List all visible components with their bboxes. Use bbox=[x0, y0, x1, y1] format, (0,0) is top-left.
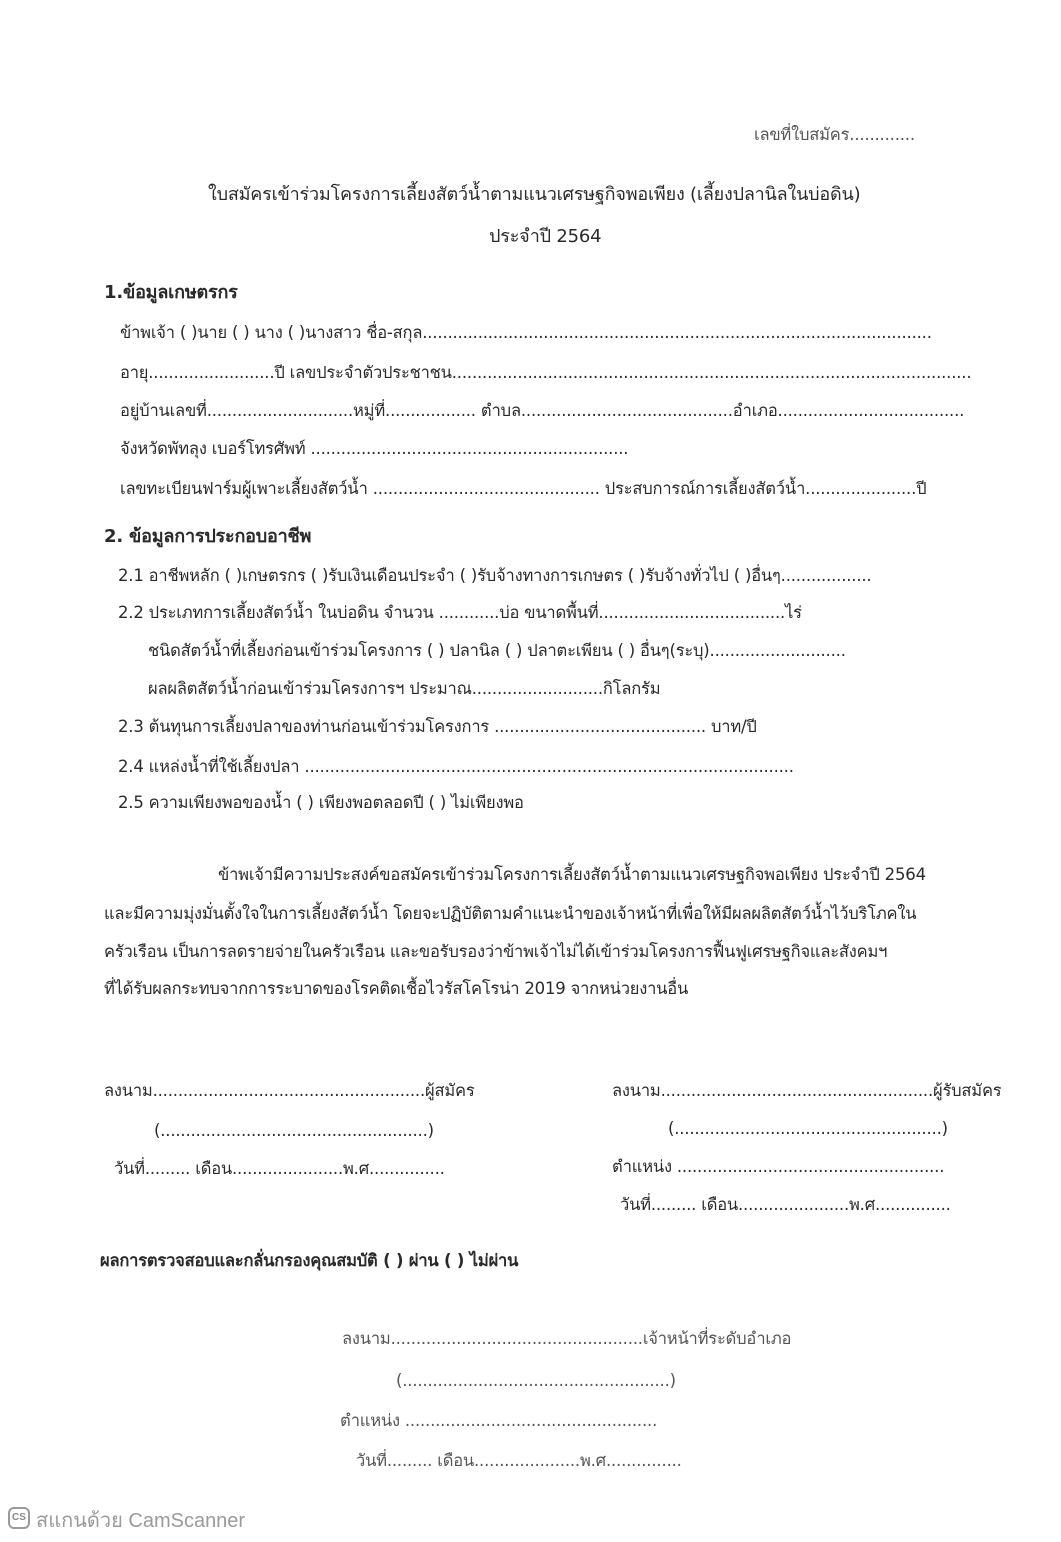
camscanner-watermark: สแกนด้วย CamScanner bbox=[36, 1510, 246, 1532]
applicant-date: วันที่......... เดือน......................พ.ศ............... bbox=[114, 1159, 445, 1178]
application-number: เลขที่ใบสมัคร............. bbox=[754, 125, 915, 144]
farmer-name-line: ข้าพเจ้า ( )นาย ( ) นาง ( )นางสาว ชื่อ-สกุล..................................................................................................... bbox=[120, 323, 932, 342]
receiver-printed-name: (.....................................................) bbox=[668, 1119, 948, 1138]
officer-date: วันที่......... เดือน.....................พ.ศ............... bbox=[356, 1451, 682, 1470]
section1-heading: 1.ข้อมูลเกษตรกร bbox=[104, 282, 238, 303]
form-title: ใบสมัครเข้าร่วมโครงการเลี้ยงสัตว์น้ำตามแนวเศรษฐกิจพอเพียง (เลี้ยงปลานิลในบ่อดิน) bbox=[208, 184, 861, 205]
applicant-printed-name: (.....................................................) bbox=[154, 1121, 434, 1140]
screening-result-line: ผลการตรวจสอบและกลั่นกรองคุณสมบัติ ( ) ผ่าน ( ) ไม่ผ่าน bbox=[100, 1251, 519, 1270]
section2-heading: 2. ข้อมูลการประกอบอาชีพ bbox=[104, 526, 312, 547]
farmer-address-line: อยู่บ้านเลขที่.............................หมู่ที่.................. ตำบล..........................................อำเภอ..................................... bbox=[120, 401, 965, 420]
declaration-line-4: ที่ได้รับผลกระทบจากการระบาดของโรคติดเชื้อไวรัสโคโรน่า 2019 จากหน่วยงานอื่น bbox=[104, 979, 689, 998]
cost-line: 2.3 ต้นทุนการเลี้ยงปลาของท่านก่อนเข้าร่วมโครงการ .......................................... บาท/ปี bbox=[118, 717, 757, 736]
officer-signature-line: ลงนาม..................................................เจ้าหน้าที่ระดับอำเภอ bbox=[342, 1329, 792, 1348]
farmer-province-phone-line: จังหวัดพัทลุง เบอร์โทรศัพท์ ............................................................... bbox=[120, 439, 629, 458]
form-year: ประจำปี 2564 bbox=[489, 226, 602, 247]
receiver-position: ตำแหน่ง ..................................................... bbox=[612, 1157, 945, 1176]
camscanner-logo-icon: CS bbox=[8, 1507, 30, 1529]
declaration-line-1: ข้าพเจ้ามีความประสงค์ขอสมัครเข้าร่วมโครงการเลี้ยงสัตว์น้ำตามแนวเศรษฐกิจพอเพียง ประจำปี 2564 bbox=[218, 865, 926, 884]
aquaculture-type-line: 2.2 ประเภทการเลี้ยงสัตว์น้ำ ในบ่อดิน จำนวน ............บ่อ ขนาดพื้นที่.....................................ไร่ bbox=[118, 603, 802, 622]
receiver-date: วันที่......... เดือน......................พ.ศ............... bbox=[620, 1195, 951, 1214]
production-before-line: ผลผลิตสัตว์น้ำก่อนเข้าร่วมโครงการฯ ประมาณ..........................กิโลกรัม bbox=[148, 679, 661, 698]
declaration-line-3: ครัวเรือน เป็นการลดรายจ่ายในครัวเรือน และขอรับรองว่าข้าพเจ้าไม่ได้เข้าร่วมโครงการฟื้นฟูเศรษฐกิจและสังคมฯ bbox=[104, 942, 888, 961]
applicant-signature-line: ลงนาม......................................................ผู้สมัคร bbox=[104, 1081, 475, 1100]
water-sufficiency-line: 2.5 ความเพียงพอของน้ำ ( ) เพียงพอตลอดปี ( ) ไม่เพียงพอ bbox=[118, 793, 524, 812]
officer-printed-name: (.....................................................) bbox=[396, 1371, 676, 1390]
receiver-signature-line: ลงนาม......................................................ผู้รับสมัคร bbox=[612, 1081, 1002, 1100]
farmer-age-id-line: อายุ.........................ปี เลขประจำตัวประชาชน....................................................................................................... bbox=[120, 363, 972, 382]
water-source-line: 2.4 แหล่งน้ำที่ใช้เลี้ยงปลา ................................................................................................. bbox=[118, 757, 794, 776]
declaration-line-2: และมีความมุ่งมั่นตั้งใจในการเลี้ยงสัตว์น้ำ โดยจะปฏิบัติตามคำแนะนำของเจ้าหน้าที่เพื่อให้มีผลผลิตสัตว์น้ำไว้บริโภคใน bbox=[104, 904, 917, 923]
species-before-line: ชนิดสัตว์น้ำที่เลี้ยงก่อนเข้าร่วมโครงการ ( ) ปลานิล ( ) ปลาตะเพียน ( ) อื่นๆ(ระบุ)........................... bbox=[148, 641, 846, 660]
farm-registration-line: เลขทะเบียนฟาร์มผู้เพาะเลี้ยงสัตว์น้ำ ............................................. ประสบการณ์การเลี้ยงสัตว์น้ำ......................ปี bbox=[120, 479, 927, 498]
officer-position: ตำแหน่ง .................................................. bbox=[340, 1411, 658, 1430]
main-occupation-line: 2.1 อาชีพหลัก ( )เกษตรกร ( )รับเงินเดือนประจำ ( )รับจ้างทางการเกษตร ( )รับจ้างทั่วไป ( )อื่นๆ.................. bbox=[118, 566, 872, 585]
